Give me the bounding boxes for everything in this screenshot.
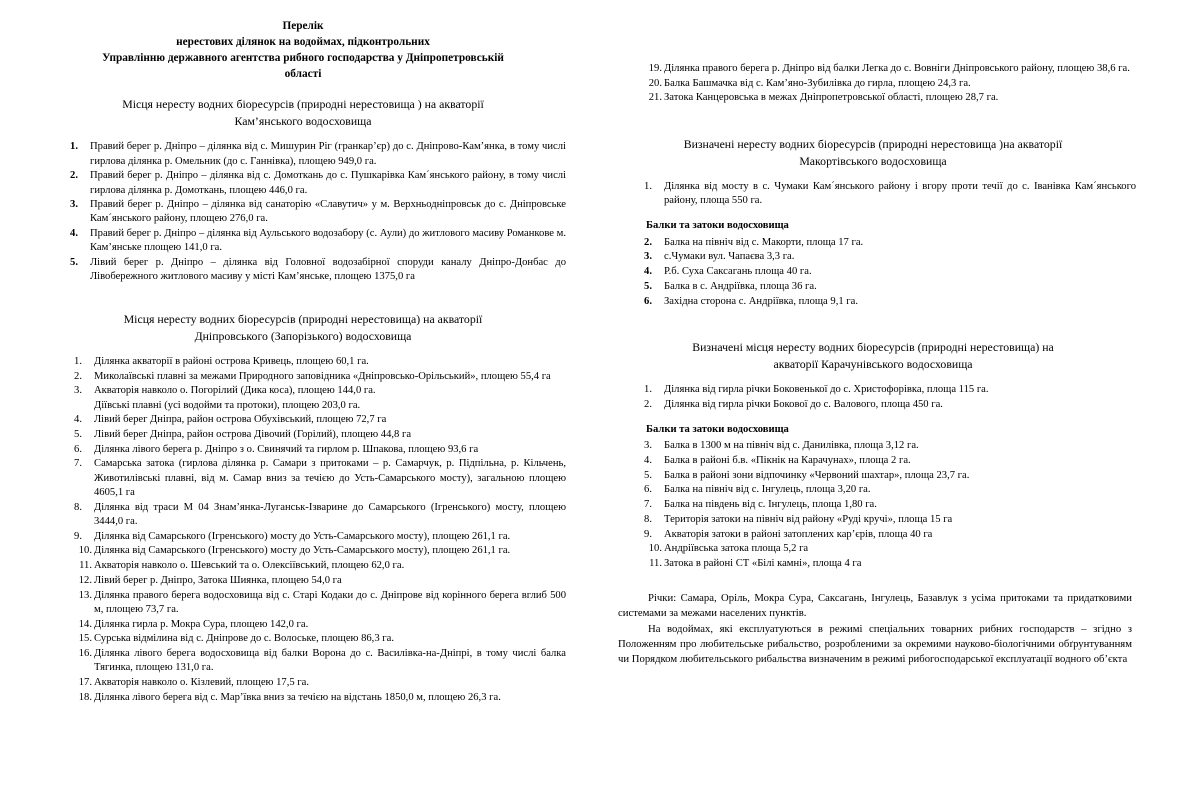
list-item [40,169,566,197]
list-item-number: 9. [644,528,652,540]
list-item [40,355,566,369]
list-dniprovske-continued [610,62,1136,106]
closing-paragraph-rivers: Річки: Самара, Оріль, Мокра Сура, Саксагань, Інгулець, Базавлук з усіма притоками та придатковими системами за межами населених пунктів. [618,592,1132,620]
list-item [610,250,1136,264]
list-item-text: Затока в районі СТ «Білі камні», площа 4 га [664,558,862,570]
list-item-text: Сурська відмілина від с. Дніпрове до с. Волоське, площею 86,3 га. [94,633,394,645]
list-item-number: 3. [74,385,82,397]
list-item-number: 12. [78,574,92,586]
list-item [40,443,566,457]
list-item-number: 18. [78,691,92,703]
heading-kamyanske-line-2: Кам’янського водосховища [234,114,372,129]
title-line-2: нерестових ділянок на водоймах, підконтрольних [176,36,430,49]
list-item-number: 4. [74,414,82,426]
heading-karachunivske-line-2: акваторії Карачунівського водосховища [773,356,973,371]
heading-dniprovske-line-1: Місця нересту водних біоресурсів (природні нерестовища) на акваторії [123,311,483,326]
list-item [40,140,566,168]
list-item-number: 5. [644,280,652,292]
list-item [40,691,566,705]
list-item [610,280,1136,294]
list-item-number: 4. [644,266,652,278]
list-item-text: Ділянка лівого берега від с. Мар’ївка вниз за течією на відстань 1850,0 м, площею 26,3 га. [94,691,501,703]
heading-makortivske-line-2: Макортівського водосховища [799,153,947,168]
list-item [40,256,566,284]
list-item [40,530,566,544]
list-item-text: Ділянка лівого берега р. Дніпро з о. Свинячий та гирлом р. Шпакова, площею 93,6 га [94,443,479,455]
list-kamyanske [40,140,566,284]
list-item-text: Ділянка акваторії в районі острова Кривець, площею 60,1 га. [94,355,369,367]
list-item-text: Ділянка лівого берега водосховища від балки Ворона до с. Василівка-на-Дніпрі, в тому числі балка Тягинка, площею 131,0 га. [94,648,566,674]
list-item [610,91,1136,105]
list-item [610,542,1136,556]
list-item-number: 6. [644,484,652,496]
heading-dniprovske [40,311,566,345]
list-item [610,180,1136,208]
list-item-text: Західна сторона с. Андріївка, площа 9,1 га. [664,295,858,307]
list-item [40,559,566,573]
list-item-number: 20. [648,77,662,89]
list-item-number: 1. [70,141,78,153]
list-item-text: Балка Башмачка від с. Кам’яно-Зубилівка до гирла, площею 24,3 га. [664,77,971,89]
list-item-text: Ділянка правого берега р. Дніпро від балки Легка до с. Вовніги Дніпровського району, площею 38,6 га. [664,63,1130,74]
list-item [40,198,566,226]
heading-kamyanske-line-1: Місця нересту водних біоресурсів (природні нерестовища ) на акваторії [122,97,484,112]
list-item-number: 21. [648,92,662,104]
list-item-text: Правий берег р. Дніпро – ділянка від с. Мишурин Ріг (гранкар’єр) до с. Дніпрово-Кам’янка, в тому числі гирлова ділянка р. Омельник (до с. Ганнівка), площею 949,0 га. [90,141,566,167]
list-item-number: 15. [78,633,92,645]
closing-paragraph-regulations: На водоймах, які експлуатуються в режимі спеціальних товарних рибних господарств – згідно з Положенням про любительське рибальство, розробленими за окремими науково-біологічними обґрунтуванням чи Порядком любительського рибальства визначеним в режимі рибогосподарської експлуатації водного об’єкта [618,622,1132,665]
list-item-number: 3. [70,199,78,211]
list-item-text: Територія затоки на північ від району «Руді кручі», площа 15 га [664,513,953,525]
heading-karachunivske-line-1: Визначені місця нересту водних біоресурсів (природні нерестовища) на [692,339,1054,354]
list-item-text: Балка в районі зони відпочинку «Червоний шахтар», площа 23,7 га. [664,469,970,481]
list-item [40,457,566,500]
list-item-number: 14. [78,618,92,630]
list-item-text: Акваторія навколо о. Кізлевий, площею 17,5 га. [94,677,309,688]
list-item [40,647,566,675]
list-item-text: Балка на північ від с. Макорти, площа 17 га. [664,236,864,248]
list-item-number: 7. [644,499,652,511]
list-item-text: Затока Канцеровська в межах Дніпропетровської області, площею 28,7 га. [664,92,999,104]
list-item-text: Правий берег р. Дніпро – ділянка від санаторію «Славутич» у м. Верхньодніпровськ до с. Дніпровське Кам´янського району, площею 276,0 га. [90,199,566,225]
title-line-3: Управлінню державного агентства рибного господарства у Дніпропетровській [102,52,504,65]
list-item-number: 6. [74,443,82,455]
list-item-number: 5. [70,257,78,269]
list-item-text: Балка на південь від с. Інгулець, площа 1,80 га. [664,499,877,511]
list-item-text: Акваторія навколо о. Погорілий (Дика коса), площею 144,0 га. Діївські плавні (усі водойми та протоки), площею 203,0 га. [94,385,376,411]
list-item [40,544,566,558]
list-item-number: 4. [70,228,78,240]
list-item-text: Самарська затока (гирлова ділянка р. Самари з притоками – р. Самарчук, р. Підпільна, р. Кільчень, Животилівські плавні, від м. Самар вниз за течією до Усть-Самарського мосту), загальною площею 4605,1 га [94,458,566,498]
list-item-text: с.Чумаки вул. Чапаєва 3,3 га. [664,251,795,263]
list-item-number: 6. [644,295,652,307]
list-item-text: Ділянка від Самарського (Ігренського) мосту до Усть-Самарського мосту), площею 261,1 га. [94,530,511,542]
list-item [610,513,1136,527]
list-item [610,62,1136,76]
list-item-text: Балка в с. Андріївка, площа 36 га. [664,280,817,292]
list-item [610,77,1136,91]
list-item-number: 9. [74,530,82,542]
list-item-text: Миколаївські плавні за межами Природного заповідника «Дніпровсько-Орільський», площею 55,4 га [94,370,551,382]
list-item [610,483,1136,497]
title-line-4: області [284,68,322,81]
list-item-text: Лівий берег Дніпра, район острова Дівочий (Горілий), площею 44,8 га [94,429,412,441]
list-item-text: Балка в районі б.в. «Пікнік на Карачунах», площа 2 га. [664,455,911,467]
list-item [40,428,566,442]
list-item-number: 2. [644,398,652,410]
closing-paragraphs [610,591,1136,666]
list-item [610,528,1136,542]
list-karachunivske-balky-b [610,542,1136,571]
list-item-number: 2. [70,170,78,182]
list-item [40,589,566,617]
right-column [598,18,1148,800]
list-item [610,236,1136,250]
list-item-text: Ділянка від Самарського (Ігренського) мосту до Усть-Самарського мосту), площею 261,1 га. [94,545,511,557]
list-item-text: Ділянка гирла р. Мокра Сура, площею 142,0 га. [94,618,309,630]
list-item-number: 5. [644,469,652,481]
list-item [40,384,566,412]
list-item-text: Ділянка від гирла річки Бокової до с. Валового, площа 450 га. [664,398,943,410]
list-dniprovske-b [40,544,566,705]
subheading-karachunivske-balky: Балки та затоки водосховища [646,423,789,435]
list-item-number: 2. [644,236,652,248]
list-item [610,454,1136,468]
heading-makortivske-line-1: Визначені нересту водних біоресурсів (природні нерестовища )на акваторії [683,136,1063,151]
list-item-number: 11. [649,558,662,570]
list-item-number: 16. [78,648,92,660]
list-item [40,501,566,529]
list-item [610,265,1136,279]
list-item-number: 3. [644,251,652,263]
list-item [40,632,566,646]
list-item-number: 10. [648,543,662,555]
list-item [610,383,1136,397]
list-item-number: 10. [78,545,92,557]
list-item-number: 5. [74,429,82,441]
list-item-number: 19. [648,63,662,74]
list-item-number: 4. [644,455,652,467]
subheading-makortivske-balky: Балки та затоки водосховища [646,220,789,232]
list-item [610,398,1136,412]
list-item-text: Р.б. Суха Саксагань площа 40 га. [664,266,812,278]
list-makortivske-balky [610,236,1136,309]
list-item-number: 7. [74,458,82,470]
list-item-number: 2. [74,370,82,382]
list-karachunivske-balky-a [610,439,1136,542]
list-item-text: Балка в 1300 м на північ від с. Данилівка, площа 3,12 га. [664,440,919,452]
list-item-text: Лівий берег Дніпра, район острова Обухівський, площею 72,7 га [94,414,387,426]
list-item-text: Правий берег р. Дніпро – ділянка від Аульського водозабору (с. Аули) до житлового масиву Романкове м. Кам’янське площею 141,0 га. [90,228,566,254]
heading-dniprovske-line-2: Дніпровського (Запорізького) водосховища [194,328,412,343]
left-column [28,18,578,800]
list-karachunivske-main [610,383,1136,412]
list-item-number: 1. [74,355,82,367]
heading-kamyanske [40,96,566,130]
document-title [40,18,566,82]
list-item [40,574,566,588]
list-item-text: Акваторія навколо о. Шевський та о. Олексіївський, площею 62,0 га. [94,560,405,572]
list-item [610,557,1136,571]
list-item-number: 8. [74,501,82,513]
list-item-text: Лівий берег р. Дніпро, Затока Шиянка, площею 54,0 га [94,574,342,586]
list-item [40,227,566,255]
list-item [610,498,1136,512]
list-item-number: 11. [79,560,92,572]
list-item-number: 17. [78,677,92,688]
list-item-text: Ділянка від гирла річки Боковенької до с. Христофорівка, площа 115 га. [664,384,989,396]
list-item [40,413,566,427]
list-item-number: 1. [644,180,652,192]
list-item-text: Лівий берег р. Дніпро – ділянка від Головної водозабірної споруди каналу Дніпро-Донбас до Лівобережного житлового масиву у місті Кам’янське, площею 1375,0 га [90,257,566,283]
list-item-text: Правий берег р. Дніпро – ділянка від с. Домоткань до с. Пушкарівка Кам´янського району, в тому числі гирлова ділянка р. Домоткань, площею 446,0 га. [90,170,566,196]
list-item-text: Акваторія затоки в районі затоплених кар’єрів, площа 40 га [664,528,933,540]
list-item-number: 8. [644,513,652,525]
list-item-number: 1. [644,384,652,396]
list-item-text: Балка на північ від с. Інгулець, площа 3,20 га. [664,484,871,496]
list-item [40,676,566,690]
list-item [40,370,566,384]
list-item-number: 13. [78,589,92,601]
heading-makortivske [610,136,1136,170]
list-item-text: Ділянка від мосту в с. Чумаки Кам´янського району і вгору проти течії до с. Іванівка Кам´янського району, площа 550 га. [664,180,1136,207]
list-item-text: Андріївська затока площа 5,2 га [664,543,809,555]
list-item-text: Ділянка від траси М 04 Знам’янка-Луганськ-Ізварине до Самарського (Ігренського) мосту, площею 3444,0 га. [94,501,566,527]
list-makortivske-main [610,180,1136,208]
list-item [40,618,566,632]
list-item [610,469,1136,483]
list-item [610,295,1136,309]
list-item-text: Ділянка правого берега водосховища від с. Старі Кодаки до с. Дніпрове від корінного берега вглиб 500 м, площею 73,7 га. [94,589,566,615]
list-item-number: 3. [644,440,652,452]
list-dniprovske-a [40,355,566,544]
heading-karachunivske [610,339,1136,373]
list-item [610,439,1136,453]
title-line-1: Перелік [282,20,324,32]
